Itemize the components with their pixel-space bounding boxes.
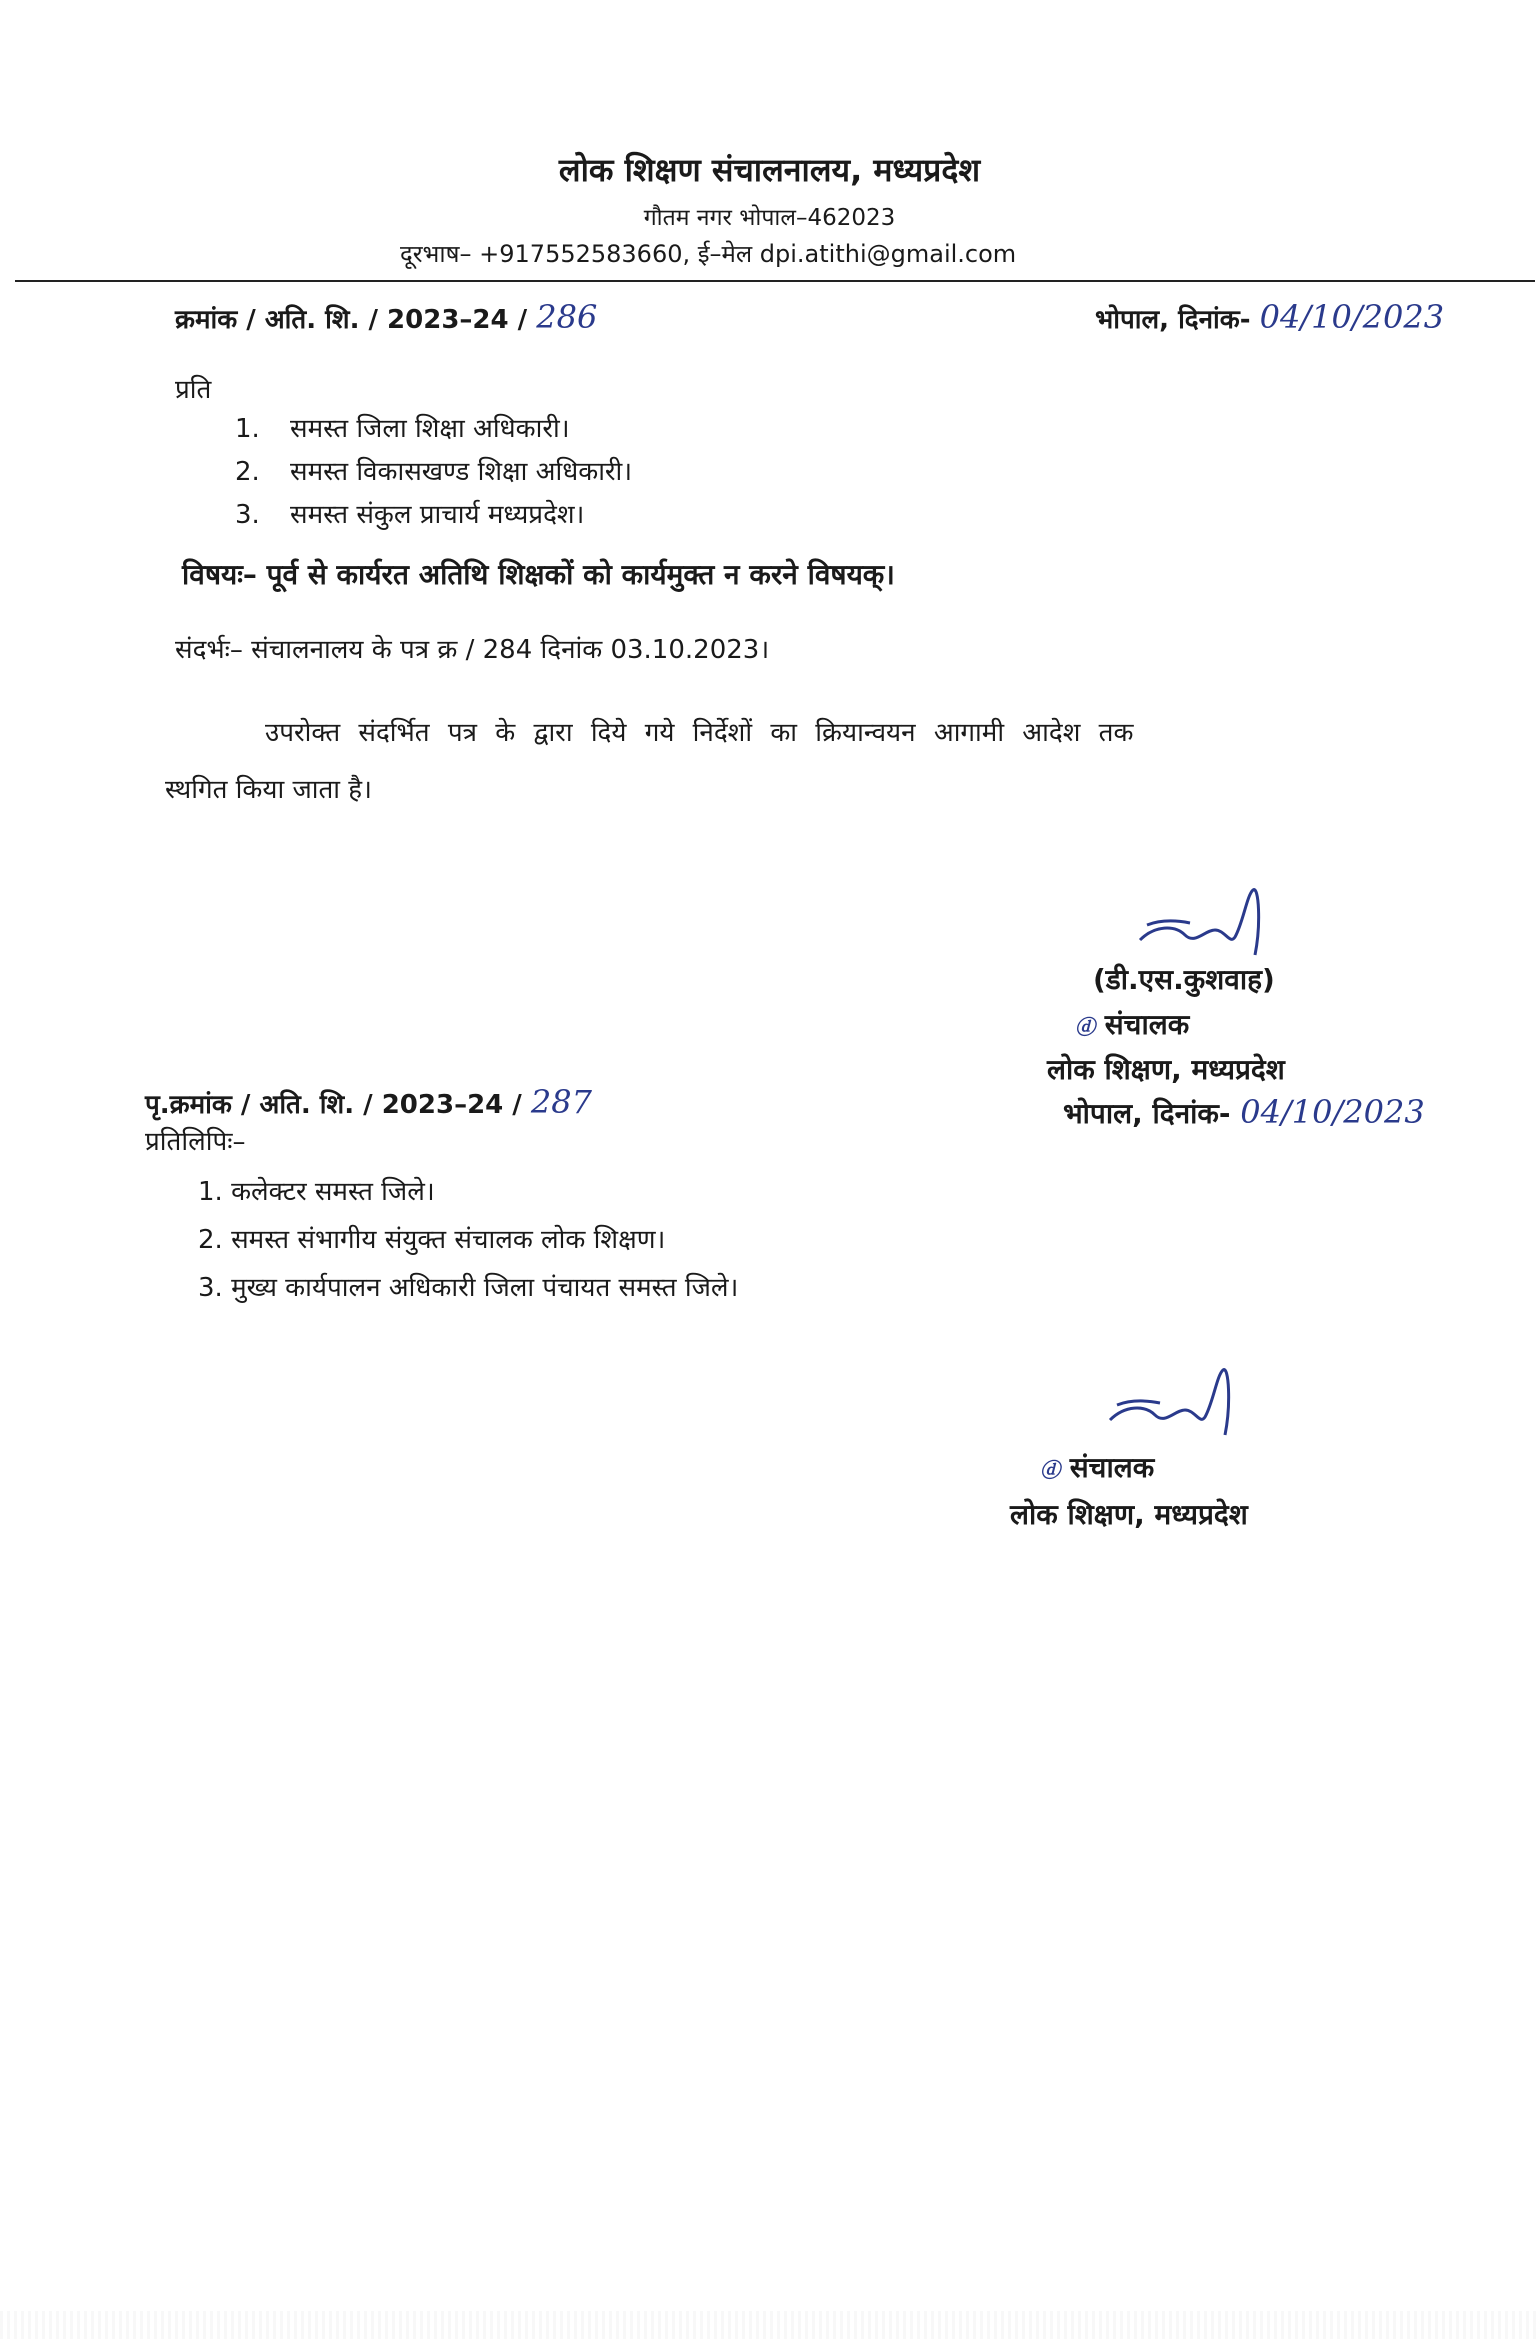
signatory-2-designation bbox=[1040, 1448, 1154, 1486]
body-line-1: उपरोक्त संदर्भित पत्र के द्वारा दिये गये निर्देशों का क्रियान्वयन आगामी आदेश तक bbox=[265, 718, 1134, 748]
signature-1-date: 04/10/2023 bbox=[1240, 1093, 1425, 1131]
list-item: 3. मुख्य कार्यपालन अधिकारी जिला पंचायत समस्त जिले। bbox=[198, 1273, 739, 1303]
copy-label: प्रतिलिपिः– bbox=[145, 1127, 246, 1157]
header-divider bbox=[15, 280, 1535, 282]
letter-date: 04/10/2023 bbox=[1259, 298, 1445, 336]
body-line-2: स्थगित किया जाता है। bbox=[165, 775, 372, 805]
signatory-1-name: (डी.एस.कुशवाह) bbox=[1093, 963, 1275, 996]
signature-1-place-date bbox=[1063, 1093, 1425, 1132]
signatory-1-office: लोक शिक्षण, मध्यप्रदेश bbox=[1047, 1053, 1285, 1086]
scan-edge bbox=[0, 2311, 1539, 2339]
to-label: प्रति bbox=[175, 375, 212, 405]
list-item-text: समस्त विकासखण्ड शिक्षा अधिकारी। bbox=[290, 457, 633, 487]
reference-line: संदर्भः– संचालनालय के पत्र क्र / 284 दिनांक 03.10.2023। bbox=[175, 635, 770, 665]
signatory-1-designation bbox=[1075, 1005, 1189, 1043]
copy-ref-number: 287 bbox=[530, 1083, 592, 1121]
signatory-1-designation-text: संचालक bbox=[1104, 1008, 1190, 1041]
signatory-2-office: लोक शिक्षण, मध्यप्रदेश bbox=[1010, 1498, 1248, 1531]
letter-ref bbox=[175, 298, 597, 336]
list-item-text: समस्त संकुल प्राचार्य मध्यप्रदेश। bbox=[290, 500, 585, 530]
letter-place-date-prefix: भोपाल, दिनांक- bbox=[1095, 305, 1251, 335]
list-item bbox=[235, 408, 632, 451]
signatory-2-designation-text: संचालक bbox=[1069, 1451, 1155, 1484]
signature-initial-icon: ⓓ bbox=[1040, 1458, 1060, 1482]
list-item-number: 2. bbox=[235, 457, 260, 487]
list-item: 1. कलेक्टर समस्त जिले। bbox=[198, 1177, 435, 1207]
office-address: गौतम नगर भोपाल–462023 bbox=[643, 205, 896, 231]
copy-list bbox=[198, 1168, 738, 1312]
list-item-text: समस्त जिला शिक्षा अधिकारी। bbox=[290, 414, 570, 444]
list-item-number: 1. bbox=[235, 414, 260, 444]
letter-place-date bbox=[1095, 298, 1444, 336]
recipient-list bbox=[235, 408, 632, 537]
office-contact: दूरभाष– +917552583660, ई–मेल dpi.atithi@gmail.com bbox=[400, 240, 1017, 268]
letter-ref-number: 286 bbox=[536, 298, 598, 336]
letter-ref-prefix: क्रमांक / अति. शि. / 2023–24 / bbox=[175, 305, 528, 335]
copy-ref bbox=[145, 1083, 592, 1121]
signature-1-image bbox=[1135, 885, 1285, 969]
subject-line: विषयः– पूर्व से कार्यरत अतिथि शिक्षकों को कार्यमुक्त न करने विषयक्। bbox=[182, 558, 895, 591]
signature-1-place-date-prefix: भोपाल, दिनांक- bbox=[1063, 1097, 1231, 1130]
list-item bbox=[235, 494, 632, 537]
office-title: लोक शिक्षण संचालनालय, मध्यप्रदेश bbox=[558, 151, 981, 189]
list-item bbox=[235, 451, 632, 494]
list-item-number: 3. bbox=[235, 500, 260, 530]
signature-initial-icon: ⓓ bbox=[1075, 1015, 1095, 1039]
copy-ref-prefix: पृ.क्रमांक / अति. शि. / 2023–24 / bbox=[145, 1090, 522, 1120]
list-item: 2. समस्त संभागीय संयुक्त संचालक लोक शिक्षण। bbox=[198, 1225, 666, 1255]
signature-2-image bbox=[1105, 1365, 1255, 1449]
